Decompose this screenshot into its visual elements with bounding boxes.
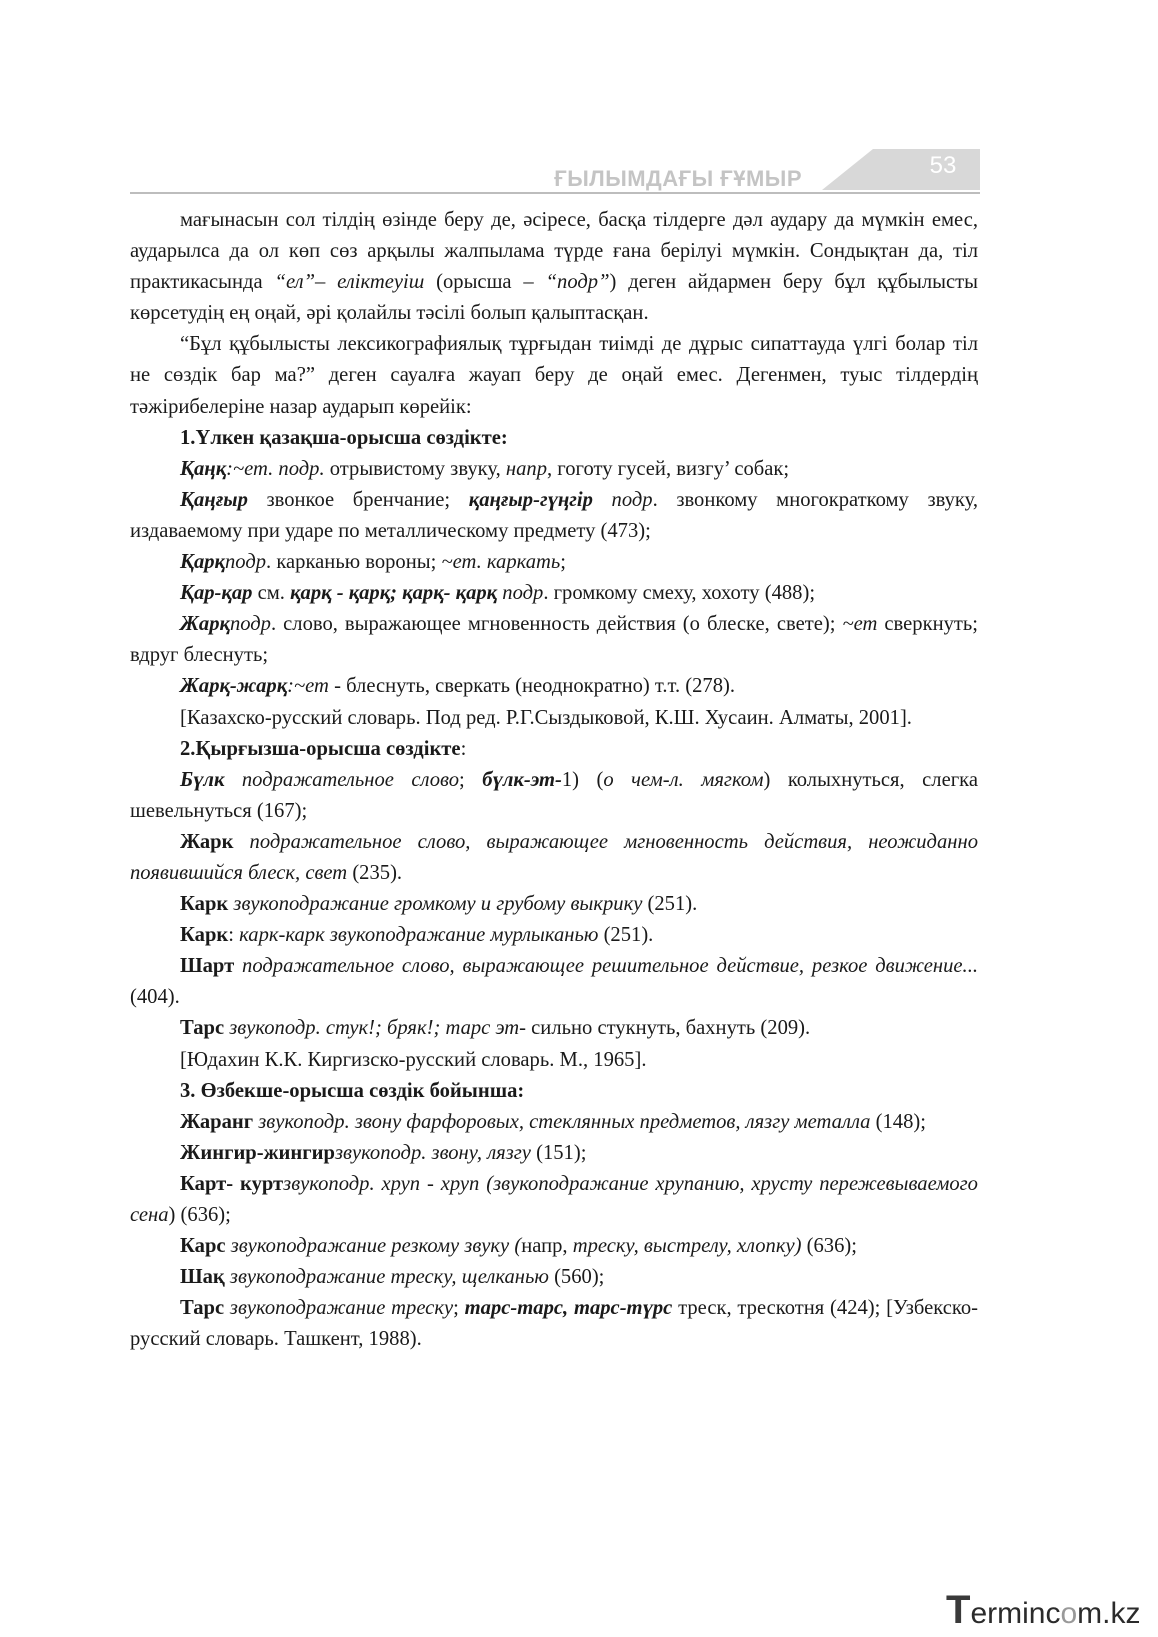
- text-run: “подр”: [545, 271, 610, 294]
- text-run: треск, трескотня (424); [Узбекско-русский словарь. Ташкент, 1988).: [130, 1297, 979, 1351]
- text-run: :~ет: [287, 675, 329, 698]
- paragraph: [130, 1076, 978, 1107]
- text-run: звукоподр. звону фарфоровых, стеклянных предметов, лязгу металла: [253, 1110, 871, 1133]
- text-run: Карк: [180, 893, 229, 916]
- text-run: 1) (: [561, 768, 604, 791]
- paragraph: [130, 205, 978, 329]
- text-run: о чем-л. мягком: [603, 768, 764, 791]
- text-run: ) деген айдармен беру бұл құбылысты көрсетудің ең оңай, әрі қолайлы тәсілі болып қалыптасқан.: [130, 271, 978, 325]
- paragraph: [130, 1262, 978, 1293]
- paragraph: [130, 1013, 978, 1044]
- running-title: ҒЫЛЫМДАҒЫ ҒҰМЫР: [554, 166, 802, 191]
- text-run: Карт- курт: [180, 1172, 284, 1195]
- text-run: тарс-тарс, тарс-түрс: [464, 1297, 673, 1320]
- text-run: :: [228, 924, 240, 947]
- text-run: подражательное слово, выражающее мгновенность действия, неожиданно появившийся блеск, свет: [130, 830, 978, 884]
- text-run: Қар-қар: [180, 582, 253, 605]
- paragraph: [130, 703, 978, 734]
- text-run: Шақ: [180, 1266, 225, 1289]
- paragraph: [130, 423, 978, 454]
- text-run: отрывистому звуку,: [324, 457, 506, 480]
- text-run: звукоподражание громкому и грубому выкрику: [228, 893, 643, 916]
- text-run: (251).: [642, 893, 698, 916]
- paragraph: [130, 1293, 978, 1355]
- paragraph: [130, 329, 978, 422]
- text-run: ~ет. каркать: [441, 551, 561, 574]
- paragraph: [130, 889, 978, 920]
- text-run: 1.Үлкен қазақша-орысша сөздікте:: [180, 426, 508, 449]
- text-run: “Бұл құбылысты лексикографиялық тұрғыдан тиімді де дұрыс сипаттауда үлгі болар тіл не сөздік бар ма?” деген сауалға жауап беру де оңай емес. Дегенмен, туыс тілдердің тәжірибелеріне назар аударып көрейік:: [130, 333, 978, 418]
- text-run: ) колыхнуться, слегка шевельнуться (167);: [130, 768, 979, 822]
- paragraph: [130, 951, 978, 1013]
- text-run: звукоподражание резкому звуку (: [225, 1235, 522, 1258]
- text-run: подр: [497, 582, 544, 605]
- text-run: (404).: [130, 986, 180, 1009]
- text-run: Шарт: [180, 955, 235, 978]
- text-run: (636);: [801, 1235, 857, 1258]
- text-run: . слово, выражающее мгновенность действия (о блеске, свете);: [270, 613, 843, 636]
- text-run: . громкому смеху, хохоту (488);: [543, 582, 816, 605]
- page-number: 53: [929, 152, 957, 179]
- text-run: [Юдахин К.К. Киргизско-русский словарь. М., 1965].: [180, 1048, 647, 1071]
- text-run: Жарқ: [180, 613, 230, 636]
- paragraph: [130, 454, 978, 485]
- paragraph: [130, 920, 978, 951]
- paragraph: [130, 734, 978, 765]
- text-run: Карк: [180, 924, 229, 947]
- text-run: звукоподражание треску: [224, 1297, 454, 1320]
- text-run: Жаранг: [180, 1110, 254, 1133]
- text-run: подр: [229, 613, 271, 636]
- magnifier-icon: o: [1060, 1597, 1078, 1630]
- text-run: Тарс: [180, 1017, 225, 1040]
- text-run: Қаңғыр: [180, 488, 248, 511]
- text-run: мағынасын сол тілдің өзінде беру де, әсіресе, басқа тілдерге дәл аудару да мүмкін емес, аударылса да ол көп сөз арқылы жалпылама түрде ғана берілуі мүмкін. Сондықтан да, тіл практикасында: [130, 209, 978, 294]
- text-run: сильно стукнуть, бахнуть (209).: [526, 1017, 811, 1040]
- text-run: (235).: [347, 861, 403, 884]
- text-run: подражательное слово, выражающее решительное действие, резкое движение...: [234, 955, 978, 978]
- text-run: звукоподр. стук!; бряк!; тарс эт-: [224, 1017, 527, 1040]
- text-run: қаңғыр-гүңгір: [468, 488, 593, 511]
- text-run: звукоподр. хруп - хруп (звукоподражание хрупанию, хрусту пережевываемого сена: [130, 1172, 978, 1226]
- paragraph: [130, 609, 978, 671]
- paragraph: [130, 578, 978, 609]
- text-run: . карканью вороны;: [266, 551, 442, 574]
- logo-letter-t: T: [946, 1588, 971, 1632]
- text-run: Тарс: [180, 1297, 225, 1320]
- paragraph: [130, 765, 978, 827]
- text-run: - блеснуть, сверкать (неоднократно) т.т. (278).: [328, 675, 735, 698]
- paragraph: [130, 827, 978, 889]
- text-run: карк-карк звукоподражание мурлыканью: [239, 924, 599, 947]
- paragraph: [130, 1045, 978, 1076]
- text-run: звукоподр. звону, лязгу: [334, 1141, 531, 1164]
- text-run: подр: [592, 488, 653, 511]
- text-run: 2.Қырғызша-орысша сөздікте: [180, 737, 461, 760]
- text-run: Жарк: [180, 830, 234, 853]
- text-run: напр: [505, 457, 547, 480]
- text-run: Жингир-жингир: [180, 1141, 335, 1164]
- text-run: (560);: [548, 1266, 605, 1289]
- logo-text: erminc: [970, 1597, 1061, 1630]
- text-run: [Казахско-русский словарь. Под ред. Р.Г.Сыздыковой, К.Ш. Хусаин. Алматы, 2001].: [180, 706, 912, 729]
- text-run: Қарқ: [180, 551, 225, 574]
- text-run: (251).: [598, 924, 654, 947]
- text-run: (148);: [870, 1110, 926, 1133]
- text-run: см.: [252, 582, 291, 605]
- text-run: ;: [459, 768, 483, 791]
- text-run: “ел”– еліктеуіш: [274, 271, 425, 294]
- text-run: Қаңқ: [180, 457, 227, 480]
- text-run: (орысша –: [424, 271, 546, 294]
- text-run: ~ет: [842, 613, 878, 636]
- paragraph: [130, 1231, 978, 1262]
- text-run: , гоготу гусей, визгу’ собак;: [547, 457, 790, 480]
- text-run: ;: [560, 551, 567, 574]
- text-run: звонкое бренчание;: [247, 488, 469, 511]
- body-text: [130, 205, 978, 1355]
- paragraph: [130, 485, 978, 547]
- text-run: Бүлк: [180, 768, 225, 791]
- logo-domain: m.kz: [1077, 1597, 1141, 1630]
- text-run: звукоподражание треску, щелканью: [224, 1266, 549, 1289]
- paragraph: [130, 1138, 978, 1169]
- text-run: напр,: [521, 1235, 573, 1258]
- text-run: подр: [225, 551, 267, 574]
- paragraph: [130, 1169, 978, 1231]
- text-run: сверкнуть; вдруг блеснуть;: [130, 613, 979, 667]
- text-run: треску, выстрелу, хлопку): [572, 1235, 802, 1258]
- text-run: қарқ - қарқ; қарқ- қарқ: [290, 582, 498, 605]
- paragraph: [130, 671, 978, 702]
- text-run: подражательное слово: [224, 768, 460, 791]
- paragraph: [130, 1107, 978, 1138]
- paragraph: [130, 547, 978, 578]
- page-header: [0, 0, 1158, 210]
- text-run: бүлк-эт-: [482, 768, 562, 791]
- text-run: . звонкому многократкому звуку, издаваемому при ударе по металлическому предмету (473);: [130, 488, 979, 542]
- text-run: ;: [453, 1297, 465, 1320]
- termincom-logo[interactable]: [946, 1588, 1140, 1633]
- text-run: Карс: [180, 1235, 226, 1258]
- text-run: :~ет. подр.: [226, 457, 325, 480]
- text-run: :: [460, 737, 467, 760]
- text-run: (151);: [530, 1141, 587, 1164]
- text-run: ) (636);: [168, 1204, 231, 1226]
- text-run: 3. Өзбекше-орысша сөздік бойынша:: [180, 1079, 525, 1102]
- text-run: Жарқ-жарқ: [180, 675, 288, 698]
